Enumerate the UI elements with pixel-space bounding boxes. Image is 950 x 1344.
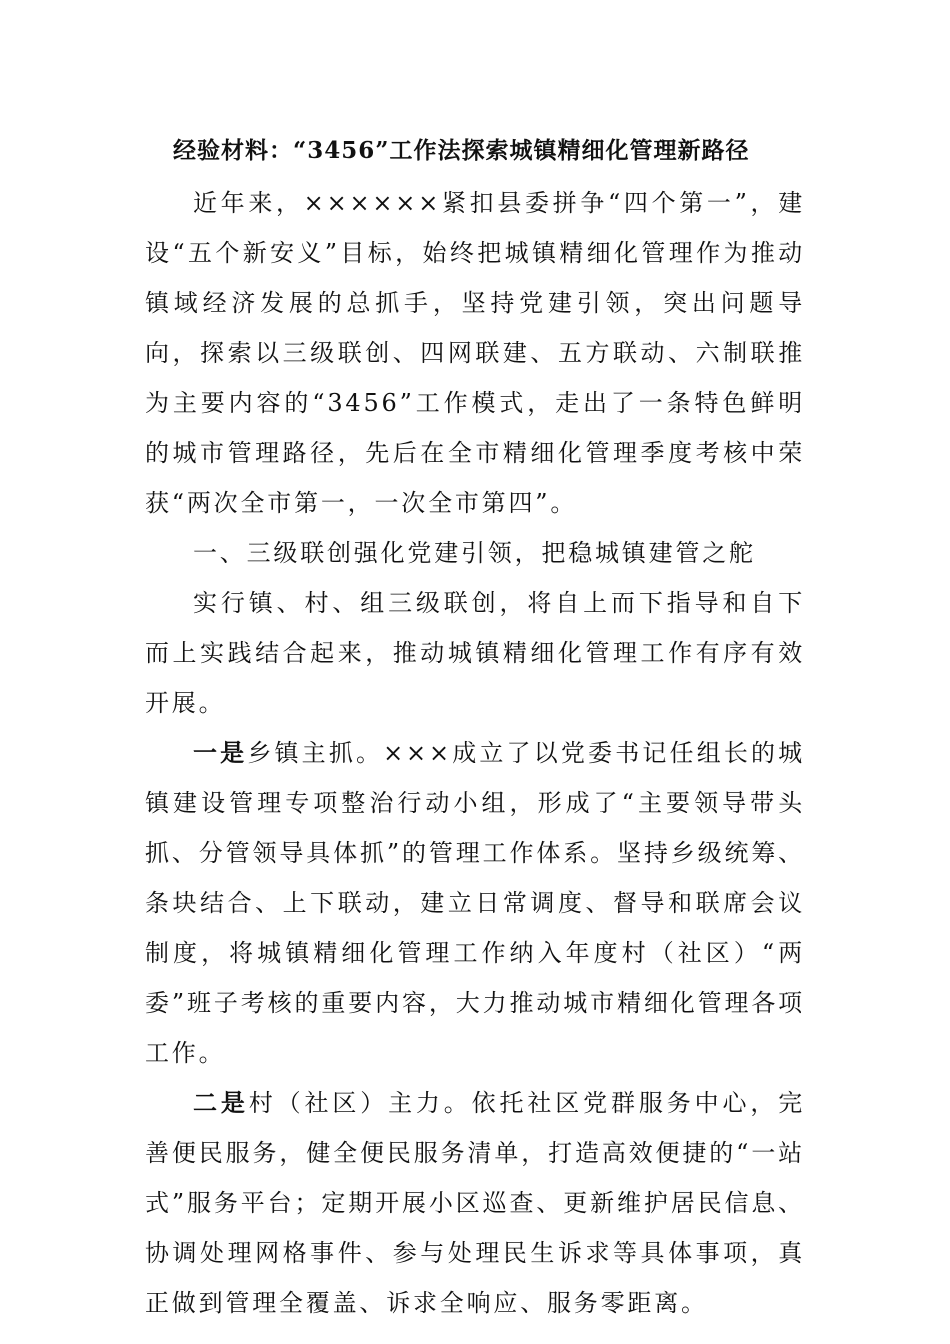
item-1-lead: 一是	[193, 738, 248, 767]
item-1-paragraph	[145, 728, 805, 1078]
item-1-text: 乡镇主抓。×××成立了以党委书记任组长的城镇建设管理专项整治行动小组，形成了“主要领导带头抓、分管领导具体抓”的管理工作体系。坚持乡级统筹、条块结合、上下联动，建立日常调度、督导和联席会议制度，将城镇精细化管理工作纳入年度村（社区）“两委”班子考核的重要内容，大力推动城市精细化管理各项工作。	[145, 739, 805, 1067]
document-body	[145, 128, 805, 1328]
section-1-paragraph: 实行镇、村、组三级联创，将自上而下指导和自下而上实践结合起来，推动城镇精细化管理工作有序有效开展。	[145, 589, 805, 717]
item-2-text: 村（社区）主力。依托社区党群服务中心，完善便民服务，健全便民服务清单，打造高效便捷的“一站式”服务平台；定期开展小区巡查、更新维护居民信息、协调处理网格事件、参与处理民生诉求等具体事项，真正做到管理全覆盖、诉求全响应、服务零距离。	[145, 1089, 805, 1317]
document-title: 经验材料：“3456”工作法探索城镇精细化管理新路径	[173, 137, 750, 164]
section-1-heading: 一、三级联创强化党建引领，把稳城镇建管之舵	[193, 539, 756, 567]
item-2-lead: 二是	[193, 1088, 249, 1117]
item-2-paragraph	[145, 1078, 805, 1328]
intro-paragraph: 近年来，××××××紧扣县委拼争“四个第一”，建设“五个新安义”目标，始终把城镇精细化管理作为推动镇域经济发展的总抓手，坚持党建引领，突出问题导向，探索以三级联创、四网联建、五方联动、六制联推为主要内容的“3456”工作模式，走出了一条特色鲜明的城市管理路径，先后在全市精细化管理季度考核中荣获“两次全市第一，一次全市第四”。	[145, 189, 805, 517]
